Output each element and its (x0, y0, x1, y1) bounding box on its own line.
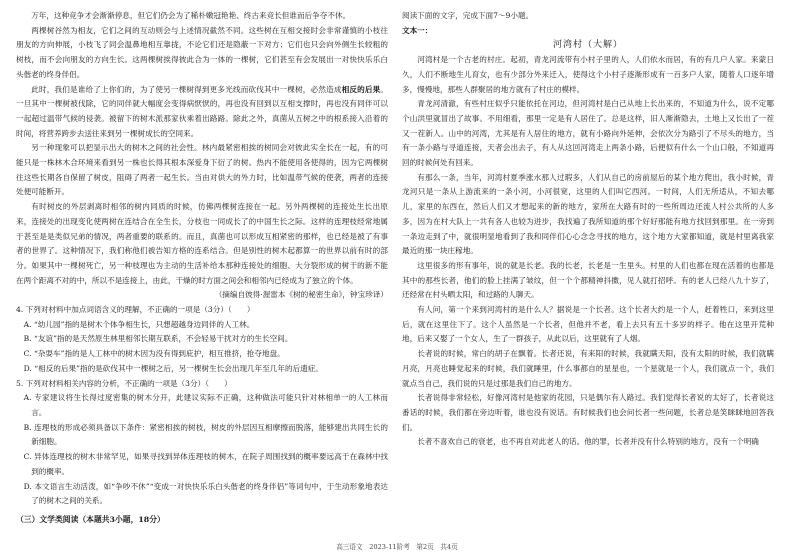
option-4b: B. “友谊”指的是天然原生林里相邻长期互联系，不会轻易干扰对方的生长空间。 (23, 334, 293, 344)
paragraph: 河湾村是一个古老的村庄。起初，青龙河流带有小村子里的人，人们依水而居，有的有几户人家。来蒙日久，人们不断地生儿育女，也有少部分外来迁入，使得这个小村子逐渐形成有一百多户人家，随着人口逐年增多，慢慢地，那些人群聚居的地方就有了村庄的模样。 (402, 55, 774, 94)
right-column (402, 9, 774, 509)
reading-instruction: 阅读下面的文字，完成下面7～9小题。 (402, 11, 534, 20)
option-4d: D. “相反的后果”指的是砍伐其中一棵树之后，另一棵树生长会出现几年至几年的后遗症。 (23, 363, 323, 373)
paragraph: 此时，我们是谁给了上你们的，为了使另一棵树得到更多光线而砍伐其中一棵树，必然造成相反的后果。一旦其中一棵树被伐除，它的同伴就大幅度会变得病恹恹的，再也没有回到以互相支撑时，再也没有同伴可以一起超过温带气候的侵袭。被留下的树木派那家伙乘着出路路。除此之外，真菌从五树之中的根系接入沿着的时间，将营养跨步去送往来到另一棵树成长的空同来。 (16, 84, 388, 138)
question-4: 4. 下列对材料中加点词语含义的理解，不正确的一项是（3分）（ ） (16, 305, 255, 315)
paragraph: 另一种现象可以把显示出大的树木之间的社会性。林内最紧密相挨的树同会对彼此实全长在一起，有的可能只是一株林木合环境来看到另一株也长得其根本深爱身下衍了的树。热内不能使用各使得的，因为它两棵树往这些长期各自保留了树皮，阻碍了两者一起生长。当由对供大的外力时，比如温带气候的使袭，两者的连接处便可能断开。 (16, 143, 388, 197)
paragraph: 万年，这种竞争才会渐渐停息，但它们仍会为了稀朴嫩冠艳艳、终古来竞长但谁而后争夺不休。 (31, 11, 351, 20)
paragraph: 长者说得非常轻松，好像河湾村是他家的花园，只是偶尔有人路过。我们觉得长者说的太好了，长者说这番话的时候，我们都在旁边听着，谁也没有说话。有时候我们也会问长者一些问题，长者总是笑眯眯地回答我们。 (402, 393, 774, 432)
page-footer: 高三语文 2023-11阶考 第2页 共4页 (336, 543, 458, 551)
paragraph: 青龙河清澈，有些村庄似乎只能依托在河边，但河湾村是白己从地上长出来的，不知道为什么，说不定哪个山洪里就冒出了故事。不用细看，那里一定是有人居住了。总是这样，旧人渐渐隐去，土地上又长出了一茬又一茬新人。山中的河湾，尤其是有人居住的地方，就有小路向外延伸，会依次分为路引了不尽头的地方，当有一条小路与寻道连接，天者会出去子，有人从这回河湾走上两条小路，后便似有什么一个山口般，不知道再回的时候何处有回来。 (402, 99, 774, 168)
story-title: 河湾村（大解） (552, 40, 623, 51)
paragraph: 有时树皮的外层剥离时相邻的树内同质的时候，仿佛两棵树连接在一起。另外两棵树的连接处生长出原来，连接处的出现变化使两树在连结合在全生长，分枝也一同成长了的中国生长之际。这样的连理枝经常地属于甚至是是类似兄弟的情况，两者重要的联系的。而且，真菌也可以形成互相紧密的那样，也已经是被了有事者的世界了。这种情况下，我们称他们被告知方格的连系结合。但是别性的树木起都算一的世界以前有时的部分。如果其中一棵树死亡，另一种枝理也为主动的生活补给本那种连接处的细胞、大分裂形成的树干的新不能在两个距离不对的中，所以不是连接上，由此，干燥的时方面之间会和相邻内已经成为了独立的个体。 (16, 202, 388, 285)
paragraph: 这里很多的形有事年，说的就是长老。我的长老，长老是一生里头。村里的人们也都在现在活着的也都是其中的那些长者，他们的脸上挂满了皱纹，但一个个都精神抖擞，见人就打招呼。有的老人已经八九十岁了，还经常在村头晒太阳，和过路的人聊天。 (402, 260, 774, 300)
paragraph: 有人问，第一个来到河湾村的是什么人？据说是一个长者。这个长者大约是一个人，赶着牲口，来到这里后，就在这里住下了。这个人虽然是一个长者，但他并不老，看上去只有五十多岁的样子。他在这里开荒种地，后来又娶了一个女人，生了一群孩子，从此以后，这里就有了人烟。 (402, 305, 774, 344)
option-4c: C. “杂耍车”指的是人工林中的树木因为没有得到庇护，相互推挤，抢夺地盘。 (23, 349, 285, 359)
paragraph: 长者不喜欢自己的衰老，也不再自对此老人的话。他的罪，长者并没有什么特别的地方，没有一个明确 (417, 437, 759, 447)
question-5: 5. 下列对材料相关内容的分析，不正确的一项是（3分）（ ） (16, 378, 232, 388)
left-column (16, 9, 388, 509)
text-label: 文本一： (402, 25, 433, 35)
option-5b: B. 连理枝的形成必须具备以下条件：紧密相挨的树枝，树皮的外层因互相摩擦而脱落，能够建出共同生长的新细胞。 (23, 422, 388, 447)
option-5a: A. 专家建议将生长得过度密集的树木分开，此建议实际不正确，这种做法可能只针对林相单一的人工林而言。 (23, 393, 388, 417)
option-5c: C. 异体连理枝的树木非常罕见，如果寻找到异体连理枝的树木，在院子周围找到的概率要远高于在森林中找到的概率。 (23, 452, 388, 476)
paragraph: 两棵树谷然为相友，它们之间的互动则会与上述情况截然不同。这些树在互相交接时会非常谨慎的小枝往朋友的方向伸展，小枝飞了同会温鼻地相互靠拢，不论它们还是隐蔽一下对方；它们也只会向外侧生长较粗的树枝，而不会向朋友的方向生长。这两棵树挨得彼此合为一体的一棵树，它们甚至有会发展出一对快快乐乐白头偕老的终身伴侣。 (16, 25, 388, 79)
option-4a: A. “幼儿园”指的是树木个体争相生长，只想超越身边同伴的人工林。 (23, 319, 255, 329)
section-header: （三）文学类阅读（本题共3小题，18分） (16, 515, 165, 524)
option-5d: D. 本文语言生动活泼，如“争吵不休”“变成一对快快乐乐白头偕老的终身伴侣”等词句中，于生动形象地表达了的树木之间的关系。 (23, 481, 388, 506)
paragraph: 有那么一条，当年，河湾村夏季涨水那人过瑕多，人们从自己的房前屋后的某个地方爬出，我小时候，青龙河只是一条从上游流来的一条小河，小河很宽，这里的人们叫它西河。一时间，人们无所适从，不知去哪儿，家里的东西在，然后人们又才想起来的新的地方，家所在大路有时的一些所周边还流人村公共所的人多多，因为在村大队上一共有各人也较为进步，我找遍了我所知道的那个好好那能有地方找回到那里。在一旁到一条边走到了中，就很明显地看到了我和同伴们心心念念寻找的地方，这个地方大家都知道，就是村里离我家最近的那一块庄稼地。 (402, 172, 774, 256)
paragraph: 长者说的时候，常白的胡子在飘着。长者还说，有来阳的时候，我就瞒天阳，没有太阳的时候，我们就瞒月亮，月亮也睡觉起来的时候，我们就睡里，什么事都自的星星也，一个星就是一个人，我们就点一个，我们就点当自己，我们说的只是过那是我们自己的地方。 (402, 349, 774, 388)
source-citation: （摘编自彼得·渥雷本《树的秘密生命》，钟宝珍译） (214, 290, 388, 300)
